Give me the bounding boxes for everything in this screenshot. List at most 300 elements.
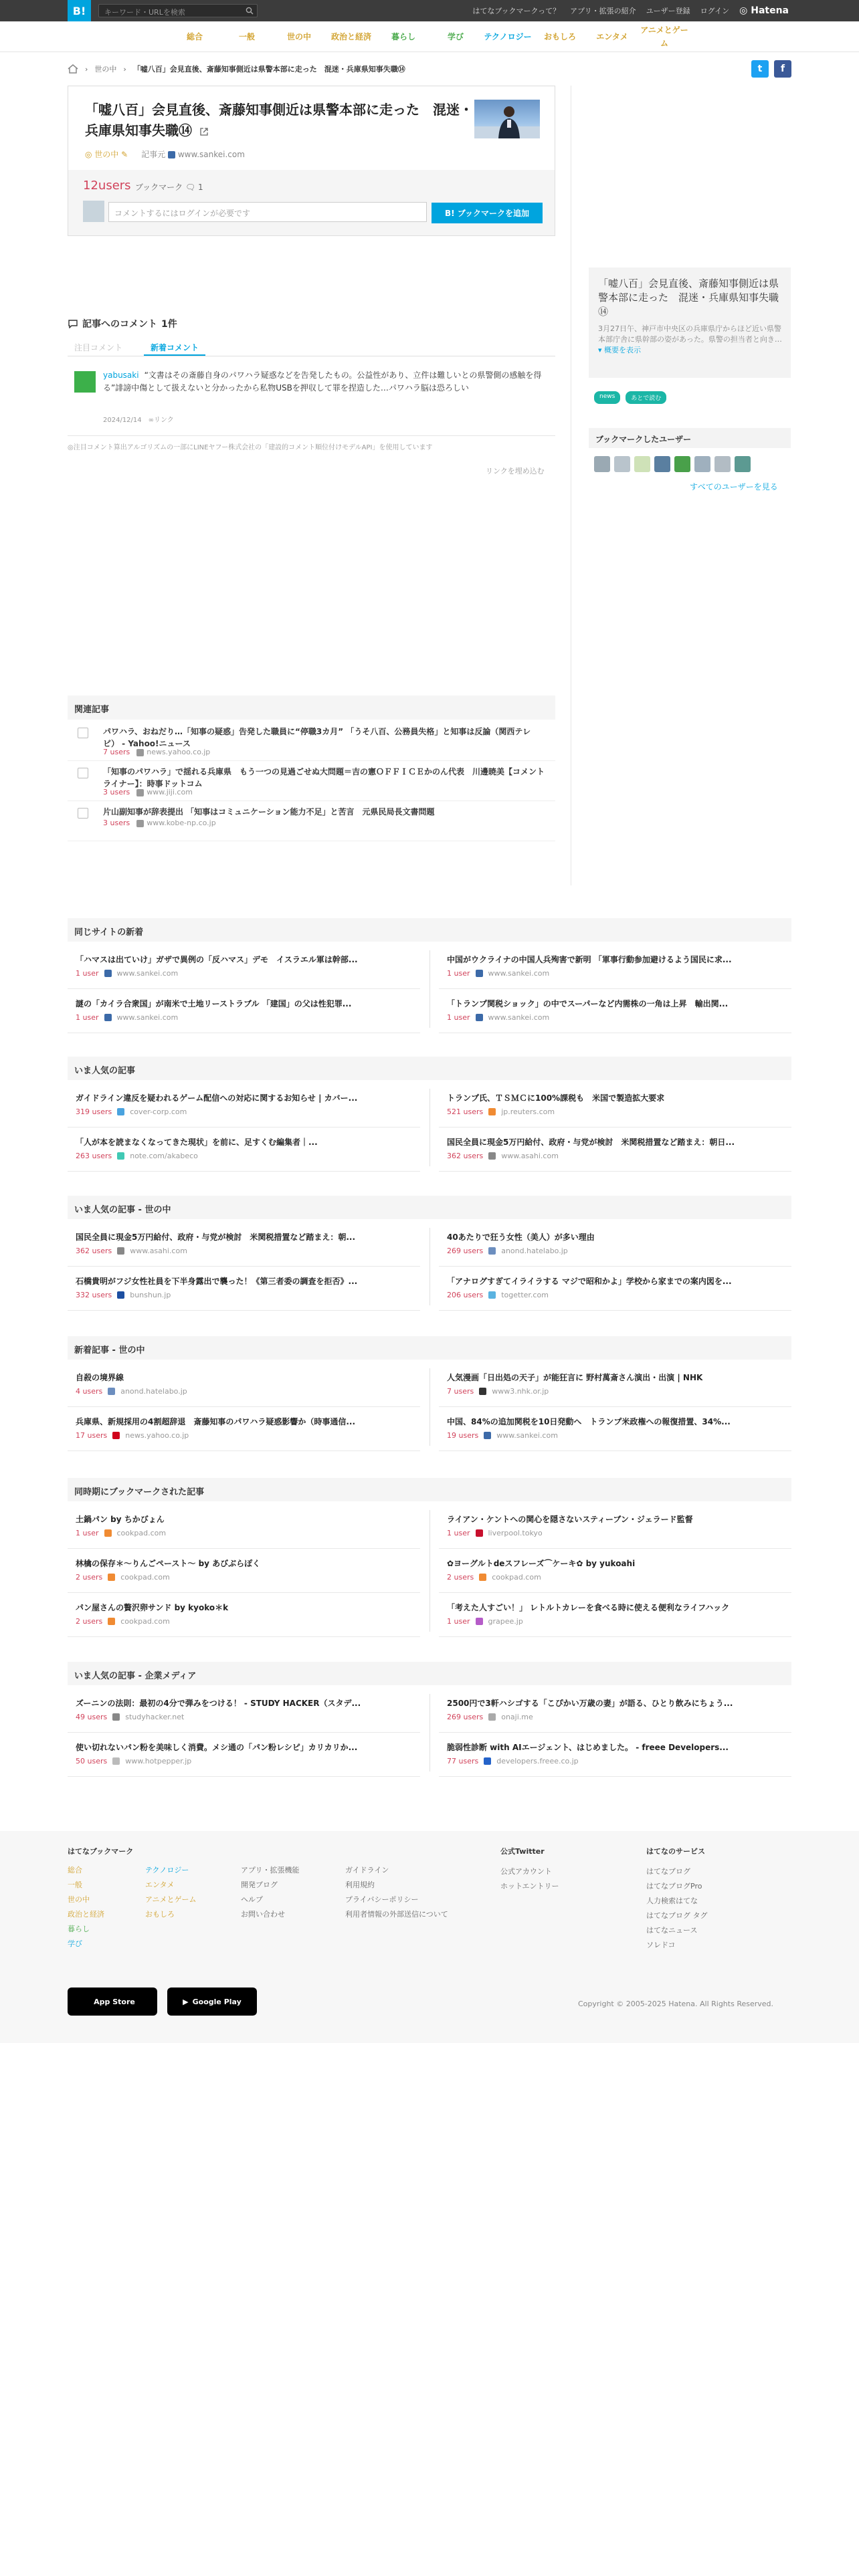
show-summary-label: 概要を表示 (604, 346, 642, 354)
footer-link[interactable]: はてなブログ タグ (646, 1911, 708, 1920)
item-users[interactable]: 77 users (447, 1757, 479, 1765)
footer-link[interactable]: ホットエントリー (500, 1882, 559, 1891)
footer-link[interactable]: ガイドライン (345, 1866, 389, 1874)
item-title[interactable]: 謎の「カイラ合衆国」が南米で土地リーストラブル 「建国」の父は性犯罪... (76, 999, 352, 1008)
item-domain[interactable]: note.com/akabeco (130, 1152, 198, 1160)
entry-icon (78, 768, 88, 778)
list-item (439, 1593, 791, 1637)
section-column-left (68, 1083, 420, 1172)
footer-link[interactable]: 公式アカウント (500, 1867, 552, 1876)
list-item (68, 1407, 420, 1451)
tab-new-comments[interactable]: 新着コメント (144, 338, 205, 356)
item-users[interactable]: 1 user (76, 1529, 99, 1537)
item-domain[interactable]: bunshun.jp (130, 1291, 171, 1299)
item-domain[interactable]: www.hotpepper.jp (125, 1757, 192, 1765)
add-bookmark-button[interactable]: B! ブックマークを追加 (432, 203, 543, 223)
site-favicon (104, 970, 112, 977)
tag-news[interactable]: news (594, 391, 620, 404)
site-favicon (479, 1388, 486, 1395)
section-column-right (439, 1222, 791, 1311)
item-domain[interactable]: www.sankei.com (116, 1013, 179, 1022)
list-item (68, 1505, 420, 1549)
comments-heading-text: 記事へのコメント (82, 319, 157, 330)
entry-title[interactable] (85, 100, 473, 141)
item-title[interactable]: 兵庫県、新規採用の4割超辞退 斎藤知事のパワハラ疑惑影響か（時事通信... (76, 1417, 356, 1426)
footer-col-policies (345, 1863, 448, 1922)
breadcrumb (68, 62, 791, 76)
item-domain[interactable]: cookpad.com (120, 1573, 170, 1582)
list-item (68, 1733, 420, 1777)
item-title[interactable]: パン屋さんの贅沢卵サンド by kyoko＊k (76, 1603, 229, 1612)
apps-link[interactable]: アプリ・拡張の紹介 (570, 7, 636, 15)
item-domain[interactable]: grapee.jp (488, 1617, 523, 1626)
item-domain[interactable]: onaji.me (501, 1713, 533, 1721)
breadcrumb-category[interactable]: 世の中 (94, 65, 117, 74)
related-domain[interactable]: www.kobe-np.co.jp (147, 819, 216, 827)
list-item (68, 1083, 420, 1128)
item-meta (76, 1713, 184, 1721)
site-favicon (136, 789, 144, 796)
entry-icon (78, 728, 88, 738)
person-photo-icon (474, 100, 540, 138)
list-item (68, 1593, 420, 1637)
site-favicon (108, 1388, 115, 1395)
item-users[interactable]: 17 users (76, 1431, 108, 1440)
footer-link[interactable]: 一般 (68, 1881, 82, 1889)
list-item (439, 1733, 791, 1777)
section-column-right (439, 1363, 791, 1451)
category-link[interactable]: テクノロジー (484, 31, 532, 41)
item-domain[interactable]: anond.hatelabo.jp (120, 1387, 187, 1396)
search-input[interactable] (98, 4, 258, 17)
item-users[interactable]: 269 users (447, 1247, 484, 1255)
google-play-label: Google Play (192, 1997, 242, 2006)
login-link[interactable]: ログイン (700, 7, 730, 15)
item-users[interactable]: 521 users (447, 1107, 484, 1116)
site-favicon (136, 749, 144, 756)
item-title[interactable]: 石橋貴明がフジ女性社員を下半身露出で襲った！《第三者委の調査を拒否》... (76, 1277, 358, 1286)
divider (68, 435, 555, 436)
footer-link[interactable]: 利用規約 (345, 1881, 375, 1889)
related-meta (103, 819, 216, 827)
list-item (68, 1363, 420, 1407)
footer-link[interactable]: テクノロジー (145, 1866, 189, 1874)
site-favicon (484, 1432, 491, 1439)
item-domain[interactable]: anond.hatelabo.jp (501, 1247, 568, 1255)
comment-tabs (68, 338, 555, 356)
item-meta (76, 1247, 187, 1255)
item-meta (447, 1107, 555, 1116)
search-placeholder: キーワード・URLを検索 (104, 8, 185, 17)
item-title[interactable]: 脆弱性診断 with AIエージェント、はじめました。 - freee Developers... (447, 1743, 729, 1752)
list-item (439, 945, 791, 989)
sidebar-entry-desc (598, 324, 782, 356)
bookmarked-users (594, 456, 751, 472)
entry-meta (85, 148, 245, 160)
related-meta (103, 788, 193, 796)
item-domain[interactable]: cover-corp.com (130, 1107, 187, 1116)
entry-domain-link[interactable]: www.sankei.com (177, 150, 245, 159)
item-title[interactable]: 「アナログすぎてイライラする マジで昭和かよ」学校から家までの案内図を... (447, 1277, 732, 1286)
item-domain[interactable]: liverpool.tokyo (488, 1529, 543, 1537)
comment-algorithm-note: ◎注目コメント算出アルゴリズムの一部にLINEヤフー株式会社の「建設的コメント順位付けモデルAPI」を使用しています (68, 444, 433, 451)
category-link[interactable]: 総合 (186, 31, 203, 41)
item-users[interactable]: 362 users (76, 1247, 112, 1255)
item-meta (447, 1013, 549, 1022)
comment-text: “文書はその斎藤自身のパワハラ疑惑などを告発したもの。公益性があり、立件は難しいとの県警側の感触を得る”誹謗中傷として扱えないと分かったから私物USBを押収して罪を捏造した…パワハラ脳は恐ろしい (103, 370, 542, 393)
section-column-left (68, 1363, 420, 1451)
footer-link[interactable]: プライバシーポリシー (345, 1895, 419, 1904)
footer-link[interactable]: アニメとゲーム (145, 1895, 197, 1904)
item-domain[interactable]: studyhacker.net (125, 1713, 185, 1721)
site-favicon (488, 1247, 496, 1255)
item-meta (447, 1291, 549, 1299)
related-domain[interactable]: www.jiji.com (147, 788, 193, 796)
footer-link[interactable]: 暮らし (68, 1925, 90, 1933)
item-title[interactable]: 土鍋パン by ちかびょん (76, 1515, 165, 1524)
hatena-logo-text: Hatena (751, 5, 789, 16)
footer-link[interactable]: エンタメ (145, 1881, 175, 1889)
item-users[interactable]: 1 user (447, 1013, 470, 1022)
footer-link[interactable]: はてなブログPro (646, 1882, 702, 1891)
section-column-left (68, 1505, 420, 1637)
footer-link[interactable]: 総合 (68, 1866, 82, 1874)
item-meta (76, 1291, 171, 1299)
list-item (68, 1267, 420, 1311)
entry-box (68, 86, 555, 236)
item-domain[interactable]: cookpad.com (116, 1529, 167, 1537)
avatar[interactable] (654, 456, 670, 472)
list-item (439, 1505, 791, 1549)
site-favicon (108, 1618, 115, 1625)
sidebar-entry-title[interactable]: 「嘘八百」会見直後、斎藤知事側近は県警本部に走った 混迷・兵庫県知事失職⑭ (598, 278, 779, 318)
footer-link[interactable]: 世の中 (68, 1895, 90, 1904)
home-icon[interactable] (68, 64, 78, 74)
entry-icon (78, 808, 88, 819)
item-users[interactable]: 1 user (447, 1617, 470, 1626)
item-users[interactable]: 1 user (76, 1013, 99, 1022)
site-favicon (112, 1757, 120, 1765)
breadcrumb-title: 「嘘八百」会見直後、斎藤知事側近は県警本部に走った 混迷・兵庫県知事失職⑭ (132, 65, 405, 74)
related-users[interactable]: 3 users (103, 819, 130, 827)
footer-link[interactable]: はてなニュース (646, 1926, 698, 1935)
item-users[interactable]: 19 users (447, 1431, 479, 1440)
entry-category[interactable]: ◎ 世の中 ✎ (85, 150, 128, 159)
copyright: Copyright © 2005-2025 Hatena. All Rights Reserved. (578, 2000, 774, 2008)
item-users[interactable]: 1 user (447, 969, 470, 978)
share-buttons (751, 60, 791, 78)
list-item (68, 1128, 420, 1172)
external-link-icon[interactable] (199, 127, 209, 136)
category-link[interactable]: アニメとゲーム (640, 25, 688, 48)
item-domain[interactable]: www.sankei.com (488, 1013, 550, 1022)
footer-link[interactable]: ソレドコ (646, 1941, 676, 1949)
item-domain[interactable]: developers.freee.co.jp (496, 1757, 579, 1765)
twitter-icon[interactable]: t (751, 60, 769, 78)
category-link[interactable]: 世の中 (286, 31, 311, 41)
item-users[interactable]: 49 users (76, 1713, 108, 1721)
site-favicon (117, 1152, 124, 1160)
about-link[interactable]: はてなブックマークって？ (472, 7, 561, 15)
item-users[interactable]: 263 users (76, 1152, 112, 1160)
item-meta (76, 1757, 191, 1765)
item-domain[interactable]: www.sankei.com (116, 969, 179, 978)
list-item (68, 1689, 420, 1733)
item-meta (447, 1387, 549, 1396)
embed-link[interactable]: リンクを埋め込む (486, 467, 545, 475)
footer-link[interactable]: 人力検索はてな (646, 1897, 698, 1905)
bookmarked-users-heading: ブックマークしたユーザー (589, 428, 791, 448)
list-item (439, 1407, 791, 1451)
comment-user[interactable]: yabusaki (103, 370, 139, 380)
site-favicon (108, 1574, 115, 1581)
section-heading: 新着記事 - 世の中 (68, 1336, 791, 1360)
item-meta (447, 1757, 579, 1765)
top-bar (0, 0, 859, 21)
site-favicon (476, 1014, 483, 1021)
avatar[interactable] (735, 456, 751, 472)
related-users[interactable]: 3 users (103, 788, 130, 796)
comment-body (103, 369, 545, 395)
source-label: 記事元 (141, 150, 166, 159)
avatar[interactable] (594, 456, 610, 472)
related-users[interactable]: 7 users (103, 748, 130, 756)
app-store-button[interactable] (68, 1988, 157, 2016)
item-title[interactable]: トランプ氏、ＴＳＭＣに100%課税も 米国で製造拡大要求 (447, 1093, 665, 1103)
section-column-right (439, 1689, 791, 1777)
item-title[interactable]: 中国、84%の追加関税を10日発動へ トランプ米政権への報復措置、34%... (447, 1417, 731, 1426)
footer-col-categories (68, 1863, 104, 1951)
footer-link[interactable]: 開発ブログ (241, 1881, 278, 1889)
item-domain[interactable]: jp.reuters.com (501, 1107, 555, 1116)
item-title[interactable]: 国民全員に現金5万円給付、政府・与党が検討 米関税措置など踏まえ：朝日... (447, 1138, 735, 1147)
item-users[interactable]: 7 users (447, 1387, 474, 1396)
sankei-favicon (168, 151, 175, 158)
list-item (439, 1549, 791, 1593)
sidebar-desc-text: 3月27日午、神戸市中央区の兵庫県庁からほど近い県警本部庁舎に県幹部の姿があった。県警の担当者と向き… (598, 324, 782, 344)
site-favicon (112, 1432, 120, 1439)
site-favicon (488, 1713, 496, 1721)
entry-source (141, 148, 245, 160)
item-users[interactable]: 1 user (447, 1529, 470, 1537)
item-domain[interactable]: www.asahi.com (501, 1152, 559, 1160)
related-item (68, 802, 555, 841)
section-column-right (439, 945, 791, 1033)
users-count[interactable]: 12users (83, 179, 131, 193)
item-meta (76, 1152, 198, 1160)
avatar[interactable] (634, 456, 650, 472)
link-icon[interactable]: ∞ (148, 417, 154, 424)
related-heading: 関連記事 (68, 695, 555, 720)
section-column-left (68, 945, 420, 1033)
list-item (68, 945, 420, 989)
item-title[interactable]: 「ハマスは出ていけ」ガザで異例の「反ハマス」デモ イスラエル軍は幹部... (76, 955, 358, 964)
item-users[interactable]: 2 users (447, 1573, 474, 1582)
item-users[interactable]: 269 users (447, 1713, 484, 1721)
section-heading: 同時期にブックマークされた記事 (68, 1478, 791, 1501)
item-meta (76, 1431, 189, 1440)
footer-col-categories2 (145, 1863, 196, 1922)
item-title[interactable]: 「人が本を読まなくなってきた現状」を前に、足すくむ編集者｜... (76, 1138, 318, 1147)
item-meta (447, 1152, 559, 1160)
comment-meta (103, 414, 174, 424)
item-domain[interactable]: cookpad.com (492, 1573, 541, 1582)
footer-link[interactable]: おもしろ (145, 1910, 175, 1919)
avatar[interactable] (674, 456, 690, 472)
bookmark-label: ブックマーク 🗨 1 (135, 183, 203, 192)
entry-category-label: 世の中 (94, 150, 119, 159)
footer-link[interactable]: 政治と経済 (68, 1910, 104, 1919)
related-meta (103, 748, 210, 756)
item-title[interactable]: ガイドライン違反を疑われるゲーム配信への対応に関するお知らせ | カバー... (76, 1093, 358, 1103)
item-users[interactable]: 206 users (447, 1291, 484, 1299)
category-link[interactable]: エンタメ (596, 31, 628, 41)
site-favicon (476, 970, 483, 977)
avatar[interactable] (614, 456, 630, 472)
show-summary-link[interactable]: ▾ 概要を表示 (598, 346, 642, 354)
item-meta (447, 1529, 543, 1537)
list-item (68, 989, 420, 1033)
item-meta (447, 1617, 523, 1626)
item-meta (76, 1107, 187, 1116)
list-item (439, 1222, 791, 1267)
item-domain[interactable]: www.asahi.com (130, 1247, 187, 1255)
item-domain[interactable]: cookpad.com (120, 1617, 170, 1626)
avatar[interactable] (74, 371, 96, 393)
item-title[interactable]: 使い切れないパン粉を美味しく消費。メシ通の「パン粉レシピ」カリカリか... (76, 1743, 358, 1752)
site-favicon (104, 1014, 112, 1021)
section-heading: いま人気の記事 (68, 1057, 791, 1080)
facebook-icon[interactable]: f (774, 60, 791, 78)
item-title[interactable]: 40あたりで狂う女性（美人）が多い理由 (447, 1232, 595, 1242)
item-title[interactable]: ライアン・ケントへの関心を隠さないスティーブン・ジェラード監督 (447, 1515, 693, 1524)
item-meta (447, 969, 549, 978)
avatar[interactable] (694, 456, 710, 472)
item-title[interactable]: ✿ヨーグルトdeスフレーズ⌒ケーキ✿ by yukoahi (447, 1559, 636, 1568)
footer-link[interactable]: はてなブログ (646, 1867, 690, 1876)
item-domain[interactable]: www3.nhk.or.jp (492, 1387, 549, 1396)
item-meta (76, 969, 178, 978)
item-meta (447, 1573, 541, 1582)
section-column-left (68, 1689, 420, 1777)
item-users[interactable]: 362 users (447, 1152, 484, 1160)
hatena-bookmark-logo[interactable]: B! (68, 0, 91, 21)
category-link[interactable]: 政治と経済 (330, 31, 371, 41)
item-users[interactable]: 2 users (76, 1617, 103, 1626)
item-users[interactable]: 332 users (76, 1291, 112, 1299)
item-users[interactable]: 1 user (76, 969, 99, 978)
chevron-right-icon: › (85, 64, 88, 74)
site-favicon (488, 1108, 496, 1115)
item-users[interactable]: 4 users (76, 1387, 103, 1396)
item-domain[interactable]: www.sankei.com (488, 969, 550, 978)
item-title[interactable]: 2500円で3軒ハシゴする「こぴかい万歳の妻」が語る、ひとり飲みにちょう... (447, 1699, 733, 1708)
item-title[interactable]: 中国がウクライナの中国人兵殉害で新明 「軍事行動参加避けるよう国民に求... (447, 955, 732, 964)
footer-services-links (646, 1864, 708, 1953)
item-title[interactable]: 人気漫画「日出処の天子」が能狂言に 野村萬斎さん演出・出演 | NHK (447, 1373, 703, 1382)
list-item (439, 1083, 791, 1128)
footer-twitter-col (500, 1844, 559, 1894)
list-item (68, 1222, 420, 1267)
category-nav (0, 21, 859, 52)
entry-title-text: 「嘘八百」会見直後、斎藤知事側近は県警本部に走った 混迷・兵庫県知事失職⑭ (85, 102, 473, 138)
item-title[interactable]: 自殺の境界線 (76, 1373, 124, 1382)
list-item (439, 989, 791, 1033)
item-title[interactable]: 「トランプ関税ショック」の中でスーパーなど内需株の一角は上昇 輸出関... (447, 999, 729, 1008)
bookmark-area (68, 170, 555, 235)
footer-link[interactable]: ヘルプ (241, 1895, 263, 1904)
list-item (439, 1689, 791, 1733)
footer-link[interactable]: 利用者情報の外部送信について (345, 1910, 448, 1919)
item-title[interactable]: 「考えた人すごい！」 レトルトカレーを食べる時に使える便利なライフハック (447, 1603, 730, 1612)
comment-icon (68, 319, 78, 328)
list-item (68, 1549, 420, 1593)
site-favicon (104, 1529, 112, 1537)
site-favicon (117, 1108, 124, 1115)
item-users[interactable]: 2 users (76, 1573, 103, 1582)
item-users[interactable]: 50 users (76, 1757, 108, 1765)
site-favicon (488, 1291, 496, 1299)
category-link[interactable]: 暮らし (391, 31, 415, 41)
item-title[interactable]: ズーニンの法則：最初の4分で弾みをつける！ - STUDY HACKER（スタデ... (76, 1699, 361, 1708)
tag-read-later[interactable]: あとで読む (626, 391, 666, 404)
related-title[interactable]: 片山副知事が辞表提出 「知事はコミュニケーション能力不足」と苦言 元県民局長文書問題 (103, 807, 435, 817)
footer-link[interactable]: お問い合わせ (241, 1910, 285, 1919)
entry-thumbnail[interactable] (474, 100, 540, 138)
google-play-button[interactable] (167, 1988, 257, 2016)
item-meta (447, 1431, 558, 1440)
footer-link[interactable]: アプリ・拡張機能 (241, 1866, 300, 1874)
item-title[interactable]: 国民全員に現金5万円給付、政府・与党が検討 米関税措置など踏まえ：朝... (76, 1232, 356, 1242)
item-title[interactable]: 林檎の保存＊～りんごペースト～ by あびぶらぽく (76, 1559, 261, 1568)
footer-brand-col (68, 1844, 133, 1864)
comment-link[interactable]: リンク (153, 417, 174, 424)
site-favicon (112, 1713, 120, 1721)
item-users[interactable]: 319 users (76, 1107, 112, 1116)
register-link[interactable]: ユーザー登録 (646, 7, 690, 15)
category-link[interactable]: おもしろ (543, 31, 576, 41)
user-avatar-placeholder (83, 201, 104, 222)
comment-input[interactable]: コメントするにはログインが必要です (108, 202, 427, 222)
all-users-link[interactable]: すべてのユーザーを見る (690, 482, 778, 492)
item-domain[interactable]: togetter.com (501, 1291, 549, 1299)
item-meta (447, 1713, 533, 1721)
tab-popular-comments[interactable]: 注目コメント (74, 343, 123, 352)
list-item (439, 1128, 791, 1172)
hatena-logo[interactable]: ◎ Hatena (739, 5, 789, 16)
footer-services-head: はてなのサービス (646, 1847, 705, 1856)
section-heading: いま人気の記事 - 企業メディア (68, 1662, 791, 1685)
sidebar-entry-card (589, 267, 791, 378)
section-heading: いま人気の記事 - 世の中 (68, 1196, 791, 1219)
item-domain[interactable]: www.sankei.com (496, 1431, 558, 1440)
related-title[interactable]: パワハラ、おねだり…「知事の疑惑」告発した職員に“停職3カ月” 「うそ八百、公務員失格」と知事は反論（関西テレビ） - Yahoo!ニュース (103, 727, 531, 748)
avatar[interactable] (714, 456, 731, 472)
footer-twitter-links (500, 1864, 559, 1894)
footer-twitter-head: 公式Twitter (500, 1847, 545, 1856)
related-title[interactable]: 「知事のパワハラ」で揺れる兵庫県 もう一つの見過ごせぬ大問題＝吉の憲ＯＦＦＩＣＥかのん代表 川邊暁美【コメントライナー】：時事ドットコム (103, 767, 545, 788)
search-icon[interactable] (246, 7, 254, 15)
category-link[interactable]: 学び (447, 31, 464, 41)
related-domain[interactable]: news.yahoo.co.jp (147, 748, 211, 756)
item-domain[interactable]: news.yahoo.co.jp (125, 1431, 189, 1440)
comment-date[interactable]: 2024/12/14 (103, 417, 142, 424)
item-meta (76, 1387, 187, 1396)
footer-link[interactable]: 学び (68, 1939, 82, 1948)
category-link[interactable]: 一般 (238, 31, 255, 41)
footer-brand: はてなブックマーク (68, 1847, 134, 1856)
footer-col-apps (241, 1863, 300, 1922)
